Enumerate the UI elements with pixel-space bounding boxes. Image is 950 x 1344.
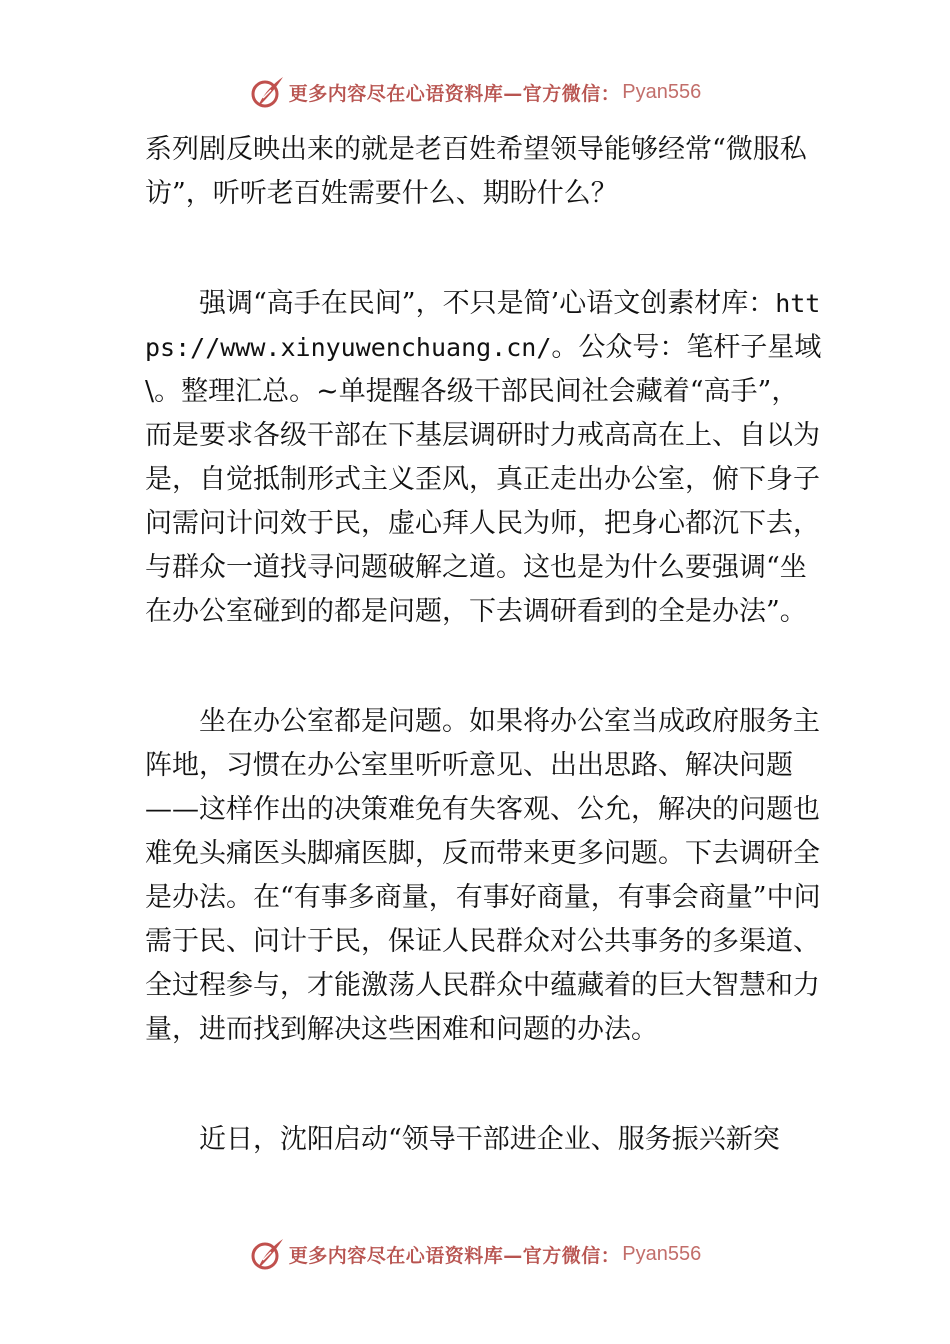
watermark-text: 更多内容尽在心语资料库—官方微信：: [288, 1244, 621, 1267]
paragraph-2: [145, 282, 825, 634]
paragraph-3: 坐在办公室都是问题。如果将办公室当成政府服务主阵地，习惯在办公室里听听意见、出出思路、解决问题——这样作出的决策难免有失客观、公允，解决的问题也难免头痛医头脚痛医脚，反而带来更多问题。下去调研全是办法。在“有事多商量，有事好商量，有事会商量”中问需于民、问计于民，保证人民群众对公共事务的多渠道、全过程参与，才能激荡人民群众中蕴藏着的巨大智慧和力量，进而找到解决这些困难和问题的办法。: [145, 706, 821, 1045]
quill-logo-icon: [249, 74, 285, 110]
watermark-handle: Pyan556: [622, 80, 702, 103]
paragraph-2-text-after: 。公众号：笔杆子星域\。整理汇总。~单提醒各级干部民间社会藏着“高手”，而是要求各级干部在下基层调研时力戒高高在上、自以为是，自觉抵制形式主义歪风，真正走出办公室，俯下身子问需问计问效于民，虚心拜人民为师，把身心都沉下去，与群众一道找寻问题破解之道。这也是为什么要强调“坐在办公室碰到的都是问题，下去调研看到的全是办法”。: [145, 332, 822, 627]
quill-logo-icon: [249, 1236, 285, 1272]
watermark-text: 更多内容尽在心语资料库—官方微信：: [288, 82, 621, 105]
paragraph-1: 系列剧反映出来的就是老百姓希望领导能够经常“微服私访”，听听老百姓需要什么、期盼什么？: [145, 134, 807, 209]
footer-watermark: [0, 1234, 950, 1274]
watermark-handle: Pyan556: [622, 1242, 702, 1265]
source-url: https://www.xinyuwenchuang.cn/: [145, 289, 821, 362]
document-body: [145, 128, 825, 1228]
header-watermark: [0, 72, 950, 112]
paragraph-2-text-before: 强调“高手在民间”，不只是简’心语文创素材库：: [199, 288, 776, 319]
paragraph-4: 近日，沈阳启动“领导干部进企业、服务振兴新突: [199, 1124, 780, 1155]
